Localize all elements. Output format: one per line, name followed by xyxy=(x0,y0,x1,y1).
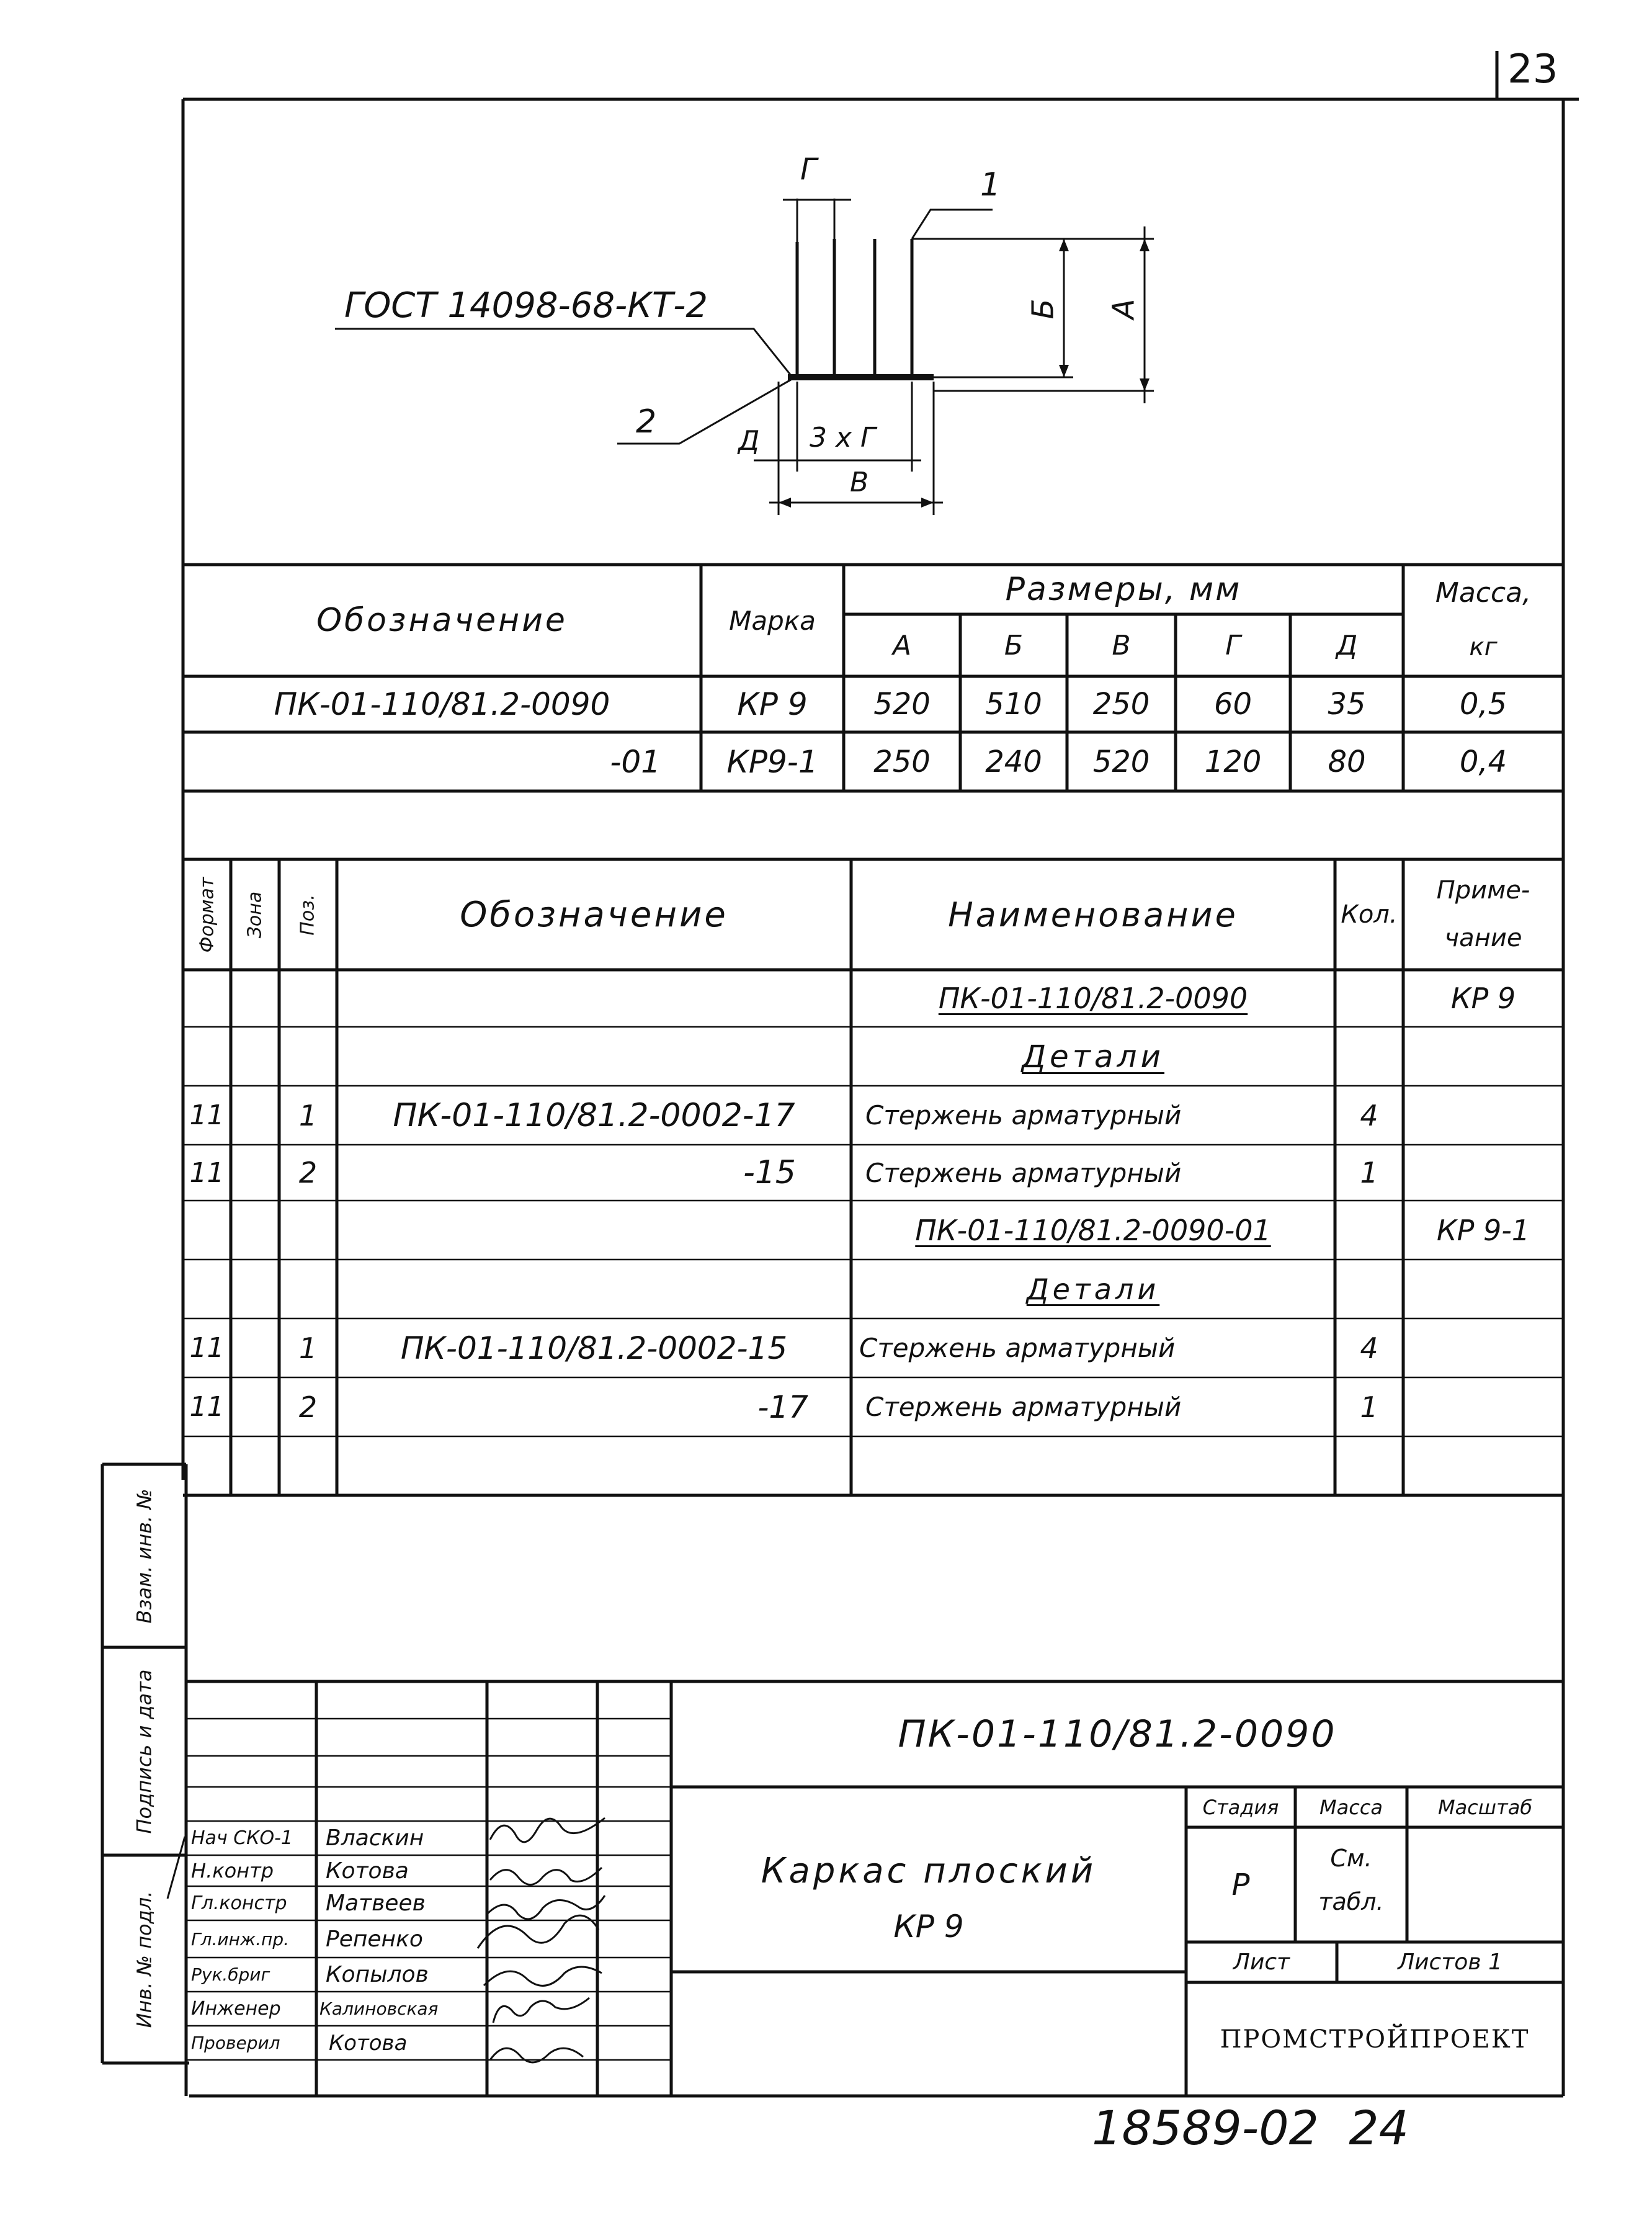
spec-row-7-pos: 1 xyxy=(298,1331,318,1365)
sig-role-1: Нач СКО-1 xyxy=(191,1827,293,1849)
spec-row-3-qty: 4 xyxy=(1360,1098,1378,1132)
spec-row-8-qty: 1 xyxy=(1360,1390,1378,1424)
spec-header-note-1: Приме- xyxy=(1436,876,1530,905)
sig-role-3: Гл.констр xyxy=(191,1892,287,1914)
callout-2: 2 xyxy=(636,403,657,441)
spec-row-1-note: КР 9 xyxy=(1450,982,1516,1015)
dim-v-label: В xyxy=(850,467,869,498)
callout-1: 1 xyxy=(980,166,1001,204)
sheets-label: Листов 1 xyxy=(1398,1949,1502,1975)
size-col-g: Г xyxy=(1225,629,1241,661)
size-row-2-g: 120 xyxy=(1204,744,1262,779)
spec-row-3-pos: 1 xyxy=(298,1098,318,1132)
dim-b-label: Б xyxy=(1025,298,1061,320)
archive-number: 18589-02 24 xyxy=(1092,2100,1409,2155)
size-row-2-designation: -01 xyxy=(610,743,661,780)
spec-header-designation: Обозначение xyxy=(460,894,728,935)
spec-row-8-designation: -17 xyxy=(757,1389,808,1425)
side-stamp-inv-cell xyxy=(102,1855,186,2063)
size-row-2-a: 250 xyxy=(873,744,931,779)
spec-header-zone-cell xyxy=(231,859,279,970)
spec-row-2-name: Детали xyxy=(1021,1038,1165,1075)
sig-role-5: Рук.бриг xyxy=(191,1964,270,1985)
spec-header-note-2: чание xyxy=(1444,924,1522,952)
dim-g-label: Г xyxy=(800,152,817,187)
size-row-1-v: 250 xyxy=(1092,687,1150,722)
size-row-1-g: 60 xyxy=(1213,687,1252,722)
spec-row-8-name: Стержень арматурный xyxy=(865,1392,1182,1422)
mass-value-2: табл. xyxy=(1318,1888,1384,1915)
spec-row-7-name: Стержень арматурный xyxy=(859,1333,1176,1363)
spec-row-3-name: Стержень арматурный xyxy=(865,1100,1182,1130)
size-col-v: В xyxy=(1112,629,1131,661)
spec-row-4-name: Стержень арматурный xyxy=(865,1157,1182,1188)
spec-row-4-format: 11 xyxy=(189,1157,225,1189)
size-row-1-d: 35 xyxy=(1328,687,1366,722)
side-stamp-inv: Инв. № подл. xyxy=(132,1891,156,2028)
title-doc-code: ПК-01-110/81.2-0090 xyxy=(898,1712,1337,1756)
size-row-2-mark: КР9-1 xyxy=(726,743,818,780)
mass-value-1: См. xyxy=(1330,1845,1372,1872)
spec-header-format: Формат xyxy=(196,877,218,952)
spec-row-3-designation: ПК-01-110/81.2-0002-17 xyxy=(393,1096,795,1134)
spec-header-pos: Поз. xyxy=(297,893,319,936)
sig-name-5: Копылов xyxy=(326,1962,429,1987)
side-stamp-podpis: Подпись и дата xyxy=(132,1668,156,1834)
size-row-1-designation: ПК-01-110/81.2-0090 xyxy=(274,686,610,722)
sig-role-6: Инженер xyxy=(191,1998,281,2020)
size-row-1-b: 510 xyxy=(985,687,1042,722)
dimension-lines xyxy=(335,199,1154,515)
spec-row-1-name: ПК-01-110/81.2-0090 xyxy=(938,982,1248,1015)
side-stamp-vzam-cell xyxy=(102,1464,186,1647)
scale-label: Масштаб xyxy=(1437,1795,1533,1819)
sheet-label: Лист xyxy=(1233,1949,1290,1975)
frame-sketch xyxy=(788,239,934,377)
size-col-a: А xyxy=(892,629,912,661)
size-table-header-mark: Марка xyxy=(729,605,816,636)
sig-name-2: Котова xyxy=(326,1858,409,1884)
spec-header-qty: Кол. xyxy=(1341,900,1398,929)
size-row-2-b: 240 xyxy=(985,744,1042,779)
spec-row-3-format: 11 xyxy=(189,1099,225,1131)
spec-row-5-name: ПК-01-110/81.2-0090-01 xyxy=(915,1213,1271,1247)
size-col-b: Б xyxy=(1004,629,1024,661)
sig-name-7: Котова xyxy=(329,2030,408,2056)
mass-label: Масса xyxy=(1319,1795,1383,1819)
spec-row-7-format: 11 xyxy=(189,1332,225,1364)
stage-label: Стадия xyxy=(1202,1795,1279,1819)
size-col-d: Д xyxy=(1336,629,1358,661)
stage-value: Р xyxy=(1231,1867,1250,1902)
sig-role-7: Проверил xyxy=(191,2033,280,2053)
spec-row-8-pos: 2 xyxy=(298,1390,318,1424)
sheet-number: 23 xyxy=(1507,47,1558,92)
size-table-header-mass-unit: кг xyxy=(1469,632,1498,661)
spec-header-zone: Зона xyxy=(244,891,266,938)
spec-row-7-qty: 4 xyxy=(1360,1331,1378,1365)
gost-label: ГОСТ 14098-68-КТ-2 xyxy=(344,285,708,326)
spec-header-format-cell xyxy=(183,859,231,970)
size-table-header-designation: Обозначение xyxy=(316,602,568,639)
size-row-2-d: 80 xyxy=(1328,744,1366,779)
sig-role-4: Гл.инж.пр. xyxy=(191,1928,290,1949)
spec-row-4-designation: -15 xyxy=(743,1154,796,1191)
size-row-1-mark: КР 9 xyxy=(737,686,808,722)
spec-row-6-name: Детали xyxy=(1026,1272,1160,1306)
size-row-1-a: 520 xyxy=(873,687,931,722)
size-table-header-mass: Масса, xyxy=(1435,576,1532,609)
spec-row-7-designation: ПК-01-110/81.2-0002-15 xyxy=(400,1330,788,1366)
spec-row-8-format: 11 xyxy=(189,1391,225,1423)
spec-row-4-qty: 1 xyxy=(1360,1156,1378,1189)
size-table-header-sizes: Размеры, мм xyxy=(1005,571,1242,608)
sig-name-6: Калиновская xyxy=(319,1999,439,2019)
spec-row-5-note: КР 9-1 xyxy=(1436,1213,1530,1247)
spec-header-name: Наименование xyxy=(948,895,1238,934)
side-stamp-podpis-cell xyxy=(102,1647,186,1855)
org-name: ПРОМСТРОЙПРОЕКТ xyxy=(1220,2025,1530,2054)
side-stamp-vzam: Взам. инв. № xyxy=(132,1488,156,1624)
dim-a-label: А xyxy=(1106,298,1141,320)
size-row-1-mass: 0,5 xyxy=(1459,687,1507,722)
sig-name-1: Власкин xyxy=(326,1825,424,1851)
title-line-1: Каркас плоский xyxy=(761,1850,1097,1891)
spec-header-pos-cell xyxy=(279,859,337,970)
dim-3g-label: 3 х Г xyxy=(810,422,876,454)
sig-role-2: Н.контр xyxy=(191,1859,274,1882)
spec-row-4-pos: 2 xyxy=(298,1156,318,1189)
size-row-2-mass: 0,4 xyxy=(1459,744,1507,779)
sig-name-4: Репенко xyxy=(326,1926,423,1952)
sig-name-3: Матвеев xyxy=(326,1891,426,1916)
title-line-2: КР 9 xyxy=(893,1909,964,1945)
dim-d-label: Д xyxy=(738,425,760,457)
size-row-2-v: 520 xyxy=(1092,744,1150,779)
